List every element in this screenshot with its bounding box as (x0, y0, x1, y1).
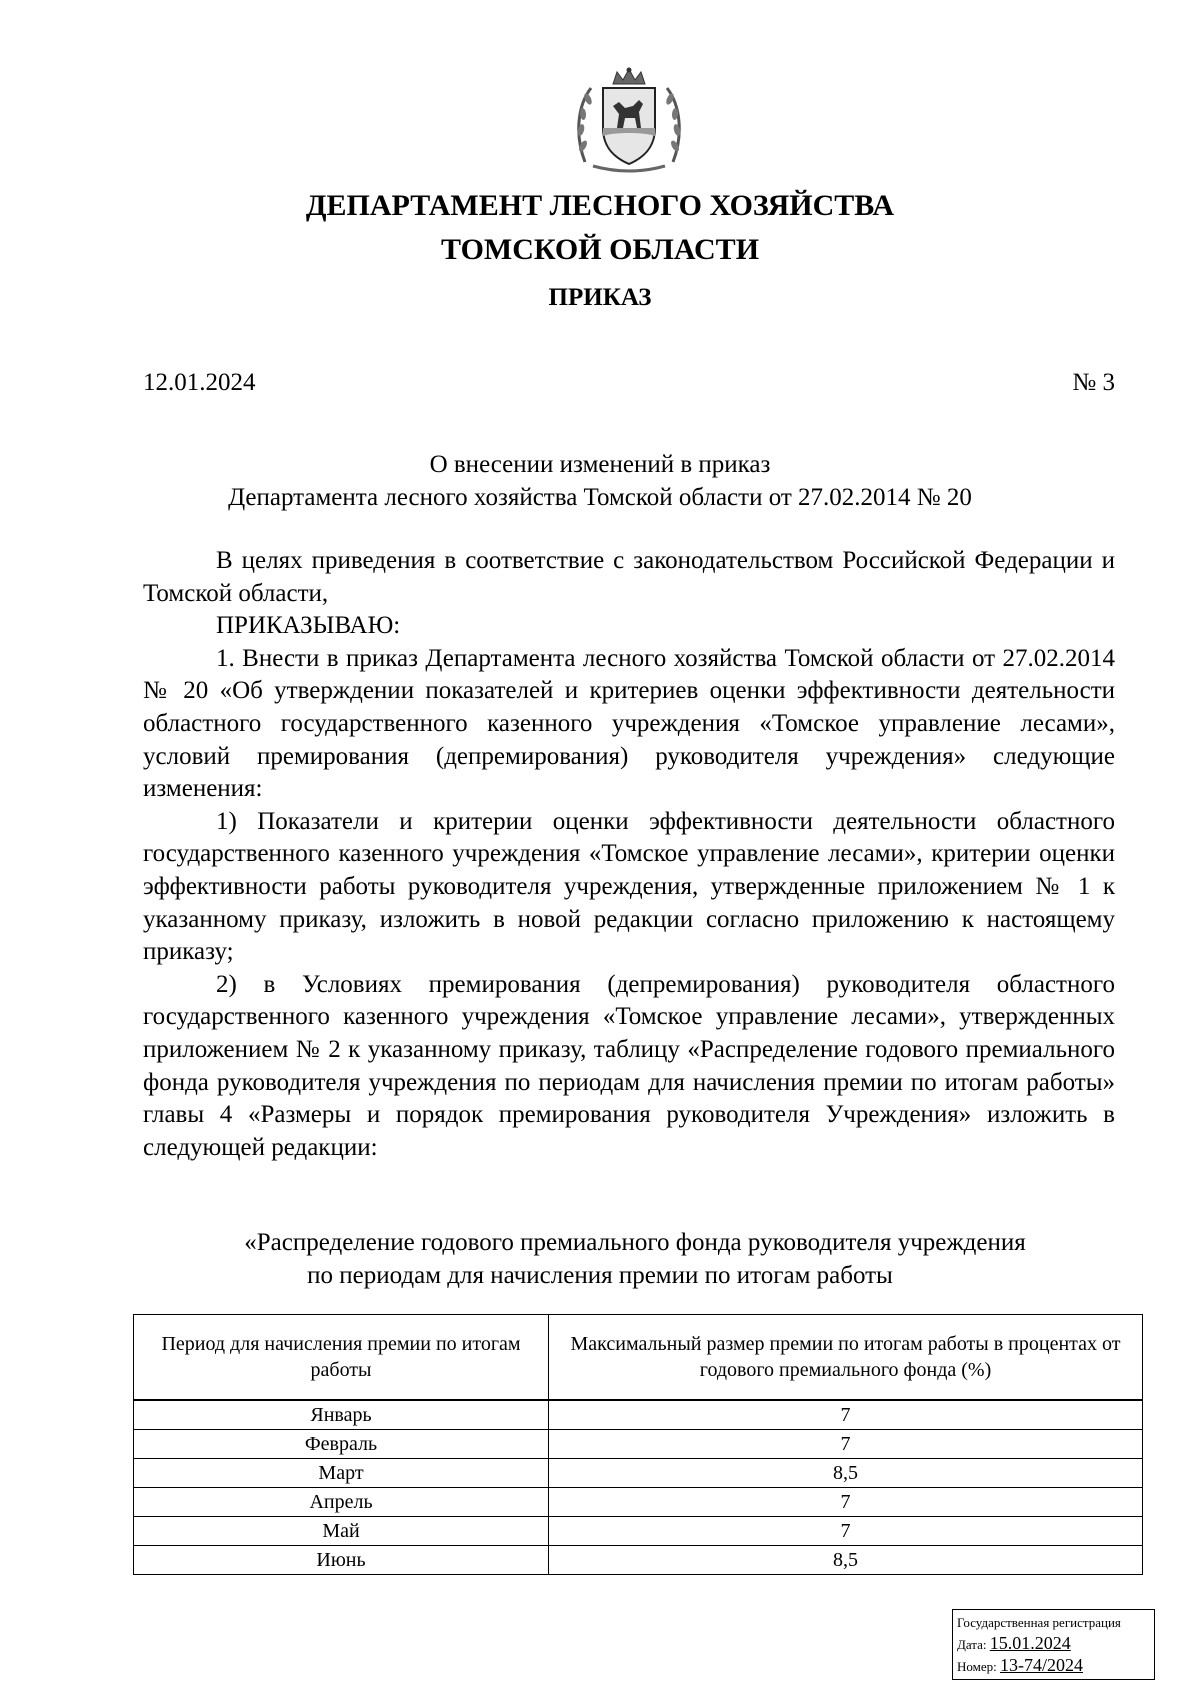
period-cell: Апрель (134, 1488, 549, 1517)
registration-number-value: 13-74/2024 (1000, 1655, 1083, 1675)
value-cell: 7 (549, 1488, 1143, 1517)
document-type: ПРИКАЗ (548, 284, 652, 311)
value-cell: 7 (549, 1517, 1143, 1546)
order-body (143, 545, 1115, 1164)
order-date: 12.01.2024 (143, 369, 256, 396)
value-cell: 7 (549, 1400, 1143, 1430)
period-cell: Март (134, 1459, 549, 1488)
item-1-paragraph: 1. Внести в приказ Департамента лесного хозяйства Томской области от 27.02.2014 № 20 «Об утверждении показателей и критериев оценки эффективности деятельности областного государственного казенного учреждения «Томское управление лесами», условий премирования (депремирования) руководителя учреждения» следующие изменения: (143, 644, 1115, 803)
coat-of-arms-icon (573, 66, 685, 174)
table-row (134, 1517, 1143, 1546)
subitem-2-paragraph: 2) в Условиях премирования (депремирования) руководителя областного государственного казенного учреждения «Томское управление лесами», утвержденных приложением № 2 к указанному приказу, таблицу «Распределение годового премиального фонда руководителя учреждения по периодам для начисления премии по итогам работы» главы 4 «Размеры и порядок премирования руководителя Учреждения» изложить в следующей редакции: (143, 970, 1115, 1161)
order-subject (0, 448, 1200, 514)
period-cell: Февраль (134, 1430, 549, 1459)
table-header-row (134, 1315, 1143, 1401)
table-caption-line2: по периодам для начисления премии по итогам работы (307, 1262, 893, 1289)
organization-title (0, 184, 1200, 272)
value-cell: 8,5 (549, 1546, 1143, 1575)
period-cell: Май (134, 1517, 549, 1546)
table-row (134, 1400, 1143, 1430)
registration-number-label: Номер: (957, 1659, 997, 1674)
table-row (134, 1430, 1143, 1459)
bonus-distribution-table (133, 1314, 1143, 1575)
value-cell: 8,5 (549, 1459, 1143, 1488)
column-header-max-bonus: Максимальный размер премии по итогам работы в процентах от годового премиального фонда (%) (549, 1315, 1143, 1401)
table-row (134, 1546, 1143, 1575)
registration-number-row (957, 1655, 1150, 1677)
organization-title-line1: ДЕПАРТАМЕНТ ЛЕСНОГО ХОЗЯЙСТВА (305, 189, 895, 222)
table-row (134, 1459, 1143, 1488)
registration-stamp (952, 1609, 1155, 1680)
registration-date-label: Дата: (957, 1637, 987, 1652)
order-number: № 3 (1072, 369, 1115, 396)
order-subject-line1: О внесении изменений в приказ (429, 451, 771, 478)
registration-date-row (957, 1633, 1150, 1655)
table-caption (0, 1226, 1200, 1292)
period-cell: Июнь (134, 1546, 549, 1575)
subitem-1-paragraph: 1) Показатели и критерии оценки эффективности деятельности областного государственного казенного учреждения «Томское управление лесами», критерии оценки эффективности работы руководителя учреждения, утвержденные приложением № 1 к указанному приказу, изложить в новой редакции согласно приложению к настоящему приказу; (143, 807, 1115, 966)
registration-date-value: 15.01.2024 (989, 1633, 1071, 1653)
order-subject-line2: Департамента лесного хозяйства Томской области от 27.02.2014 № 20 (228, 484, 972, 511)
period-cell: Январь (134, 1400, 549, 1430)
column-header-period: Период для начисления премии по итогам работы (134, 1315, 549, 1401)
table-row (134, 1488, 1143, 1517)
preamble-paragraph: В целях приведения в соответствие с законодательством Российской Федерации и Томской области, (143, 547, 1115, 607)
organization-title-line2: ТОМСКОЙ ОБЛАСТИ (440, 233, 760, 266)
order-directive: ПРИКАЗЫВАЮ: (216, 612, 401, 640)
registration-title: Государственная регистрация (957, 1615, 1121, 1630)
value-cell: 7 (549, 1430, 1143, 1459)
table-caption-line1: «Распределение годового премиального фонда руководителя учреждения (244, 1229, 1026, 1256)
